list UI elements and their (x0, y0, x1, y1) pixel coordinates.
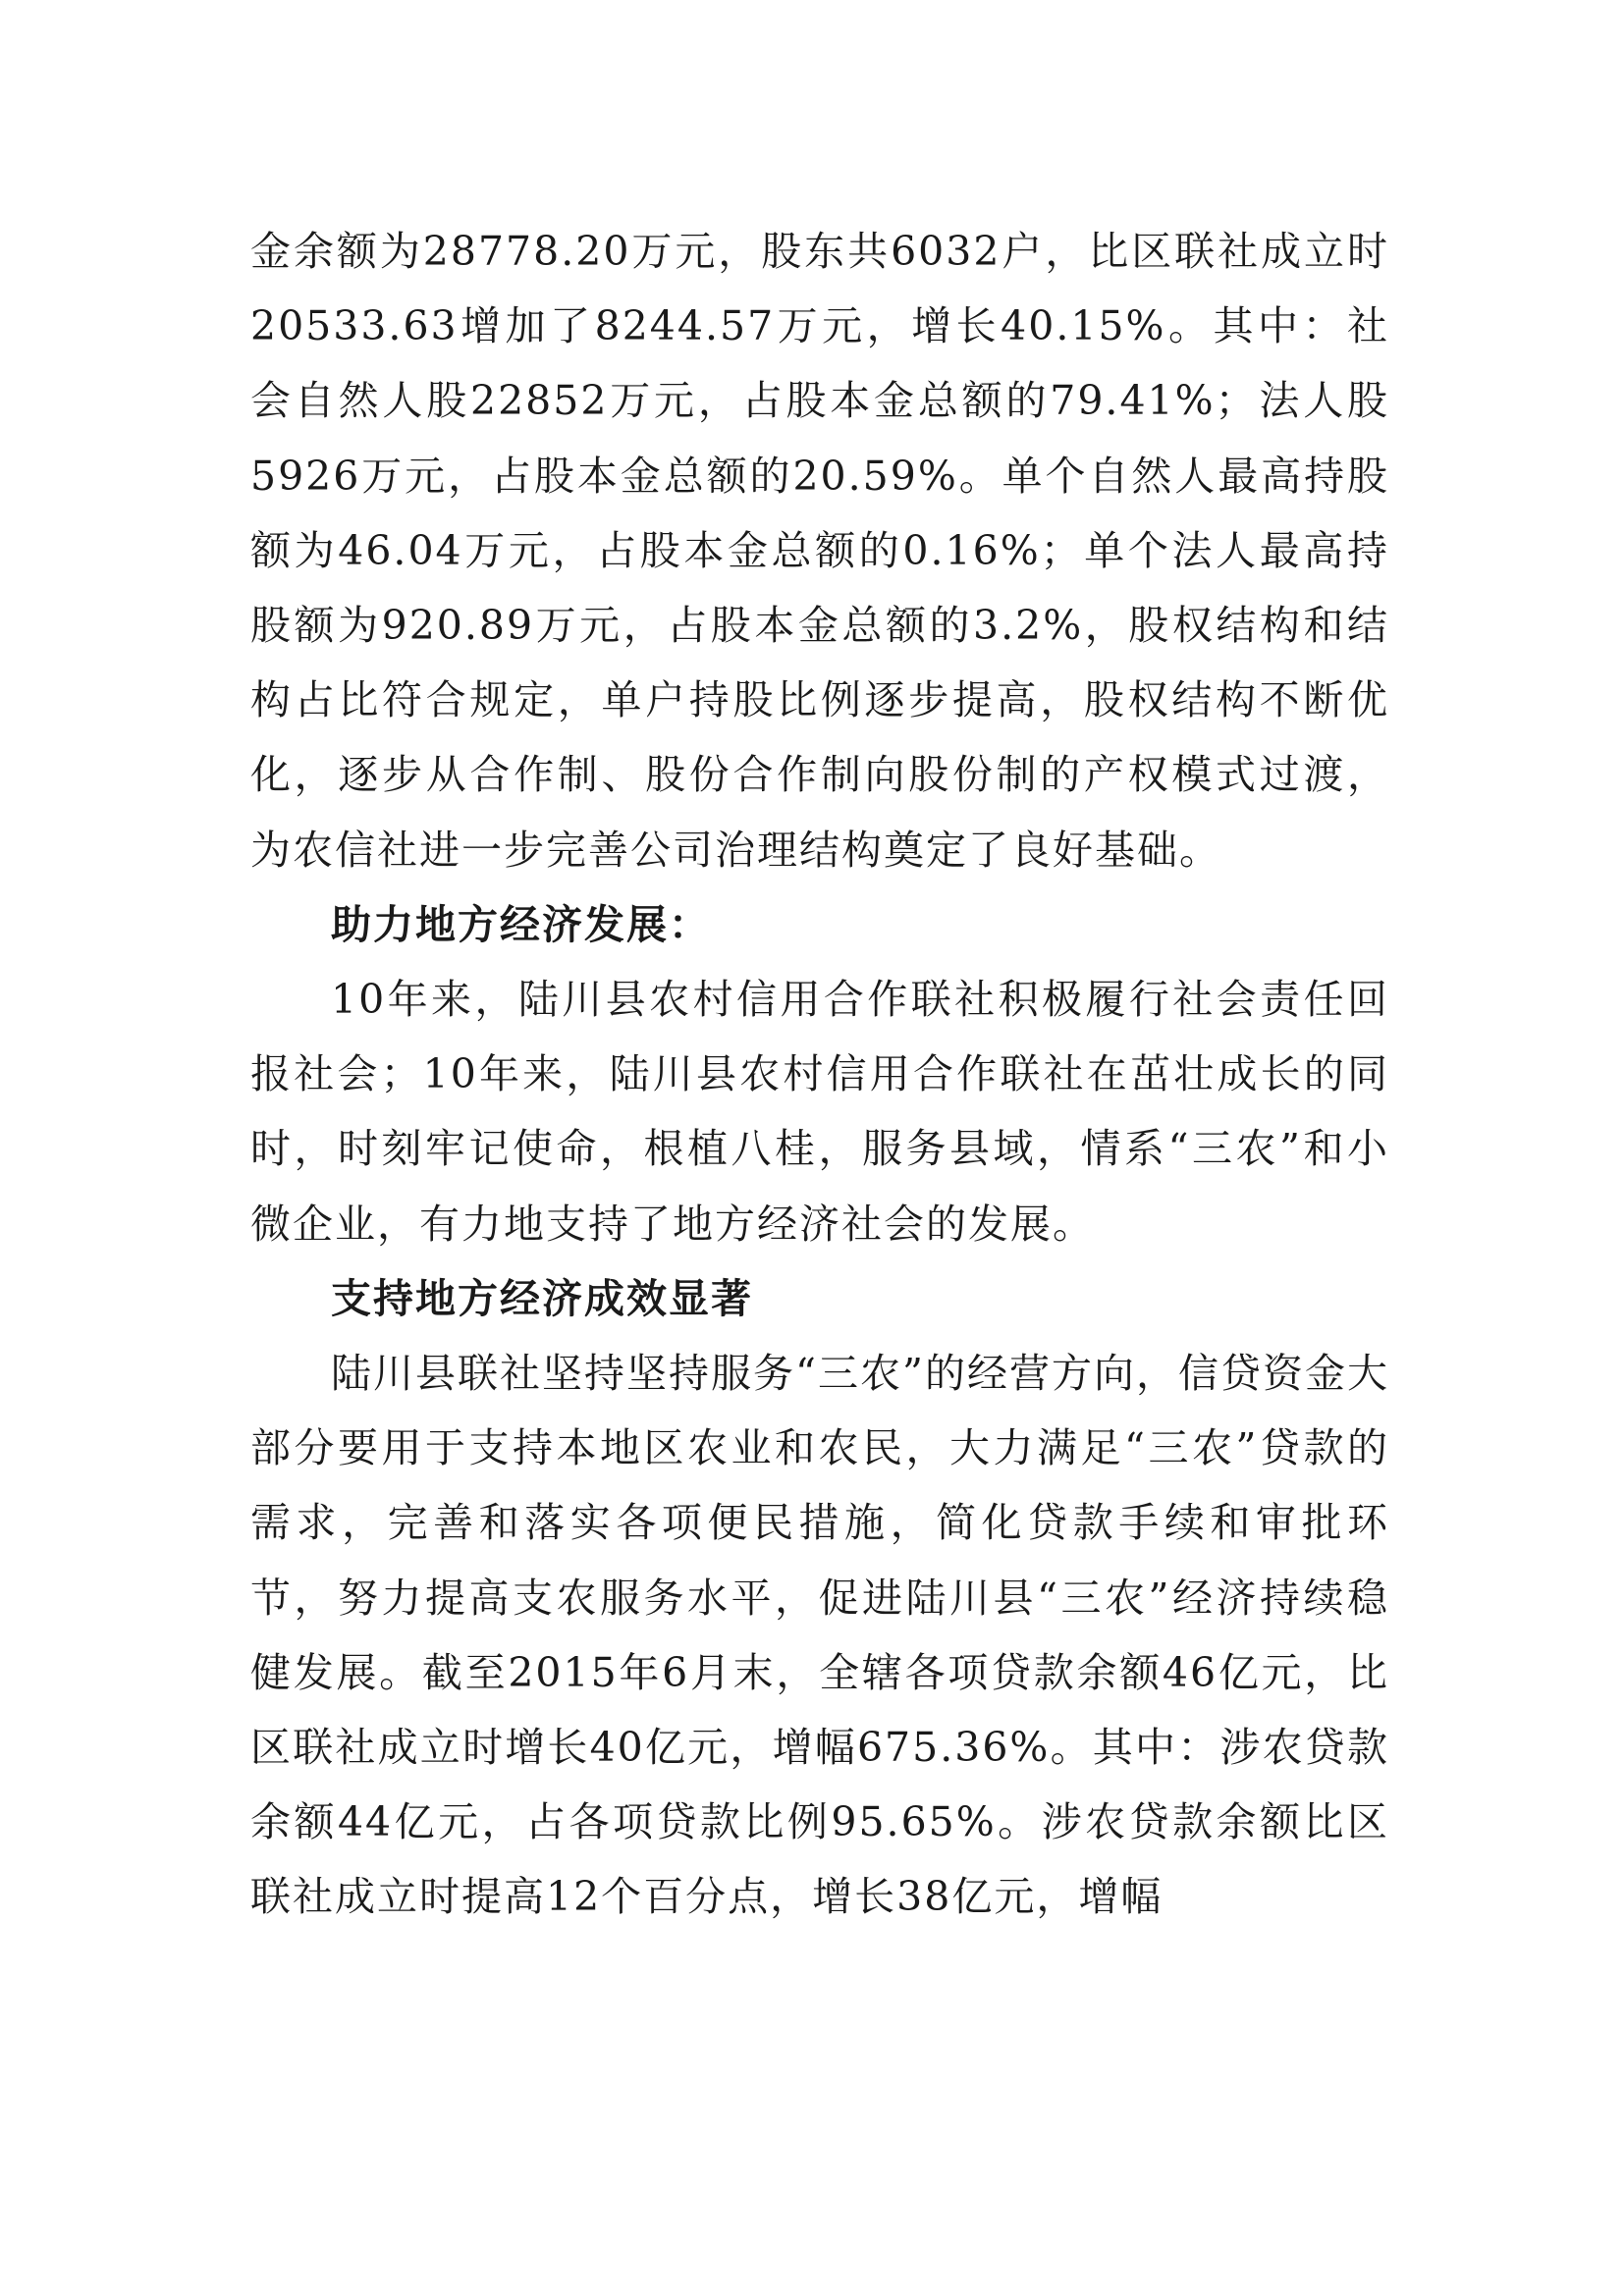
paragraph-equity-structure: 金余额为28778.20万元，股东共6032户，比区联社成立时20533.63增加了8244.57万元，增长40.15%。其中：社会自然人股22852万元，占股本金总额的79.41%；法人股5926万元，占股本金总额的20.59%。单个自然人最高持股额为46.04万元，占股本金总额的0.16%；单个法人最高持股额为920.89万元，占股本金总额的3.2%，股权结构和结构占比符合规定，单户持股比例逐步提高，股权结构不断优化，逐步从合作制、股份合作制向股份制的产权模式过渡，为农信社进一步完善公司治理结构奠定了良好基础。 (250, 228, 1389, 874)
paragraph-loan-statistics: 陆川县联社坚持坚持服务“三农”的经营方向，信贷资金大部分要用于支持本地区农业和农民，大力满足“三农”贷款的需求，完善和落实各项便民措施，简化贷款手续和审批环节，努力提高支农服务水平，促进陆川县“三农”经济持续稳健发展。截至2015年6月末，全辖各项贷款余额46亿元，比区联社成立时增长40亿元，增幅675.36%。其中：涉农贷款余额44亿元，占各项贷款比例95.65%。涉农贷款余额比区联社成立时提高12个百分点，增长38亿元，增幅 (250, 1350, 1389, 1921)
paragraph-social-responsibility: 10年来，陆川县农村信用合作联社积极履行社会责任回报社会；10年来，陆川县农村信用合作联社在茁壮成长的同时，时刻牢记使命，根植八桂，服务县域，情系“三农”和小微企业，有力地支持了地方经济社会的发展。 (250, 976, 1389, 1248)
section-heading-local-economy: 助力地方经济发展： (331, 900, 711, 948)
document-body (250, 214, 1389, 1935)
section-heading-economic-results: 支持地方经济成效显著 (331, 1274, 753, 1322)
